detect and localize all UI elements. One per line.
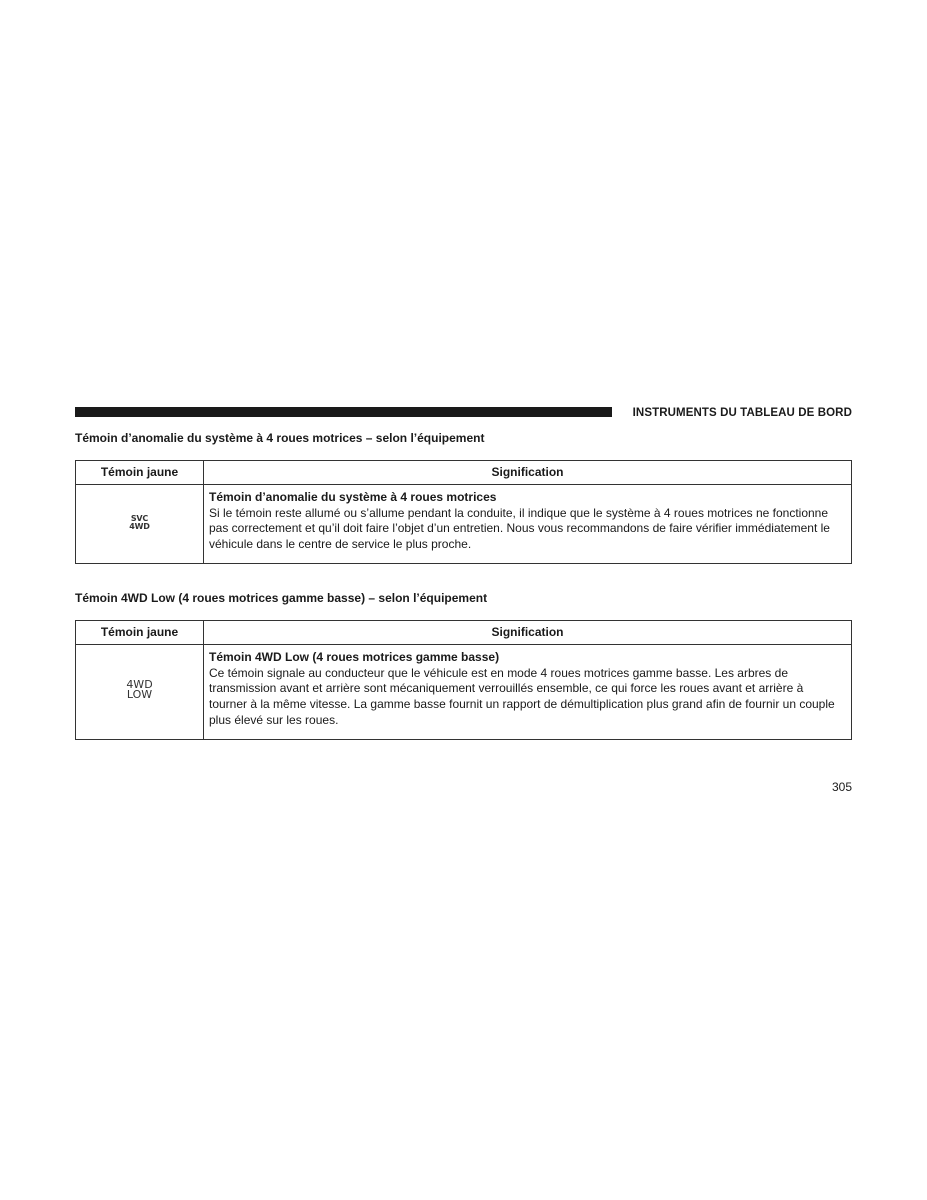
column-header-meaning: Signification (204, 621, 852, 645)
table-row (76, 645, 852, 740)
4wd-low-icon (126, 680, 152, 700)
icon-line-1: SVC (130, 513, 149, 523)
table-header-row (76, 461, 852, 485)
table-header-row (76, 621, 852, 645)
table-row (76, 485, 852, 564)
table-4wd-fault (75, 460, 852, 564)
icon-line-1: 4WD (126, 678, 153, 692)
column-header-icon: Témoin jaune (76, 621, 204, 645)
section-title-4wd-fault: Témoin d’anomalie du système à 4 roues motrices – selon l’équipement (75, 431, 485, 445)
icon-cell (76, 645, 204, 740)
description-text: Si le témoin reste allumé ou s’allume pendant la conduite, il indique que le système à 4 roues motrices ne fonctionne pas correctement et qu’il doit faire l’objet d’un entretien. Nous vous recommandons de faire vérifier immédiatement le véhicule dans le centre de service le plus proche. (209, 505, 830, 552)
icon-line-2: LOW (126, 688, 153, 702)
page-number: 305 (831, 780, 852, 794)
header-rule (75, 407, 612, 417)
description-title: Témoin d’anomalie du système à 4 roues motrices (209, 490, 497, 504)
section-title-4wd-low: Témoin 4WD Low (4 roues motrices gamme basse) – selon l’équipement (75, 591, 488, 605)
svc-4wd-icon (129, 515, 149, 531)
description-cell (204, 645, 852, 740)
description-title: Témoin 4WD Low (4 roues motrices gamme basse) (209, 650, 500, 664)
description-text: Ce témoin signale au conducteur que le véhicule est en mode 4 roues motrices gamme basse. Les arbres de transmission avant et arrière sont mécaniquement verrouillés ensemble, ce qui force les roues avant et arrière à tourner à la même vitesse. La gamme basse fournit un rapport de démultiplication plus grand afin de fournir un couple plus élevé sur les roues. (209, 665, 835, 727)
description-cell (204, 485, 852, 564)
table-4wd-low (75, 620, 852, 740)
icon-cell (76, 485, 204, 564)
icon-line-2: 4WD (129, 521, 150, 531)
column-header-meaning: Signification (204, 461, 852, 485)
column-header-icon: Témoin jaune (76, 461, 204, 485)
section-header: INSTRUMENTS DU TABLEAU DE BORD (632, 407, 852, 419)
